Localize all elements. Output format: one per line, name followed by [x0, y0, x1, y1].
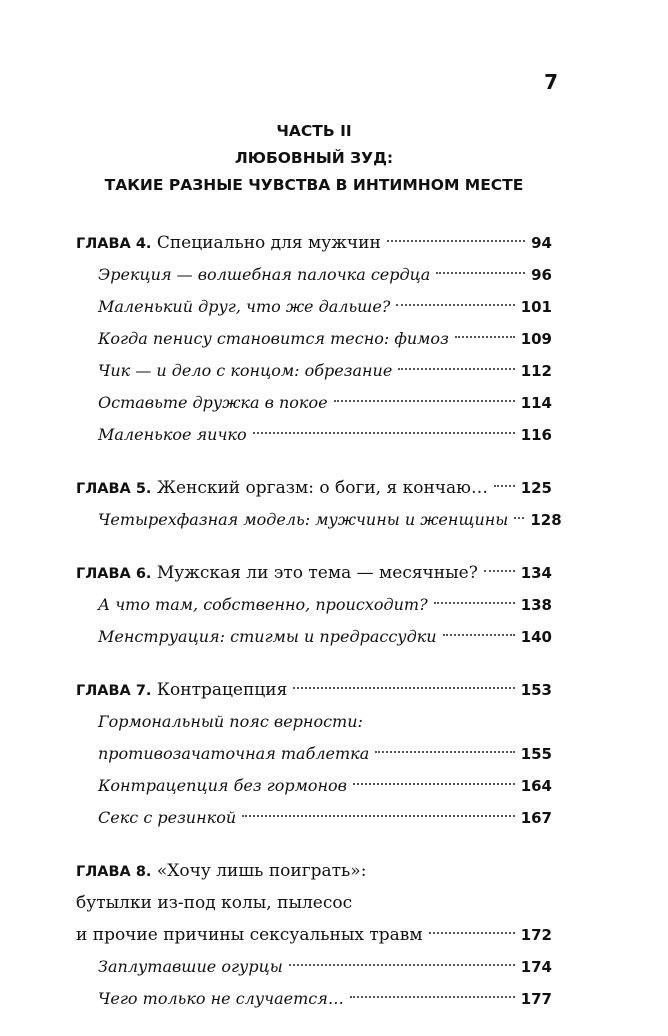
chapter-7-entry[interactable]	[76, 674, 552, 706]
chapter-page: 172	[520, 926, 552, 944]
chapter-label: ГЛАВА 8.	[76, 864, 152, 880]
section-title: Контрацепция без гормонов	[98, 776, 347, 795]
section-page: 174	[520, 958, 552, 976]
section-page: 101	[520, 298, 552, 316]
section-entry[interactable]	[76, 983, 552, 1015]
section-page: 128	[530, 511, 562, 529]
chapter-page: 134	[520, 564, 552, 582]
section-page: 177	[520, 990, 552, 1008]
dot-leader	[293, 687, 514, 689]
section-entry[interactable]	[76, 387, 552, 419]
chapter-4-entry[interactable]	[76, 227, 552, 259]
chapter-title-line-1: «Хочу лишь поиграть»:	[156, 861, 367, 881]
section-page: 138	[520, 596, 552, 614]
chapter-label: ГЛАВА 4.	[76, 236, 152, 252]
chapter-6	[76, 557, 552, 653]
dot-leader	[443, 634, 515, 636]
section-title: Когда пенису становится тесно: фимоз	[98, 329, 449, 348]
section-entry[interactable]	[76, 355, 552, 387]
chapter-label: ГЛАВА 5.	[76, 481, 152, 497]
chapter-8-entry[interactable]	[76, 919, 552, 951]
section-page: 167	[520, 809, 552, 827]
dot-leader	[350, 996, 515, 998]
section-title: Чего только не случается…	[98, 989, 344, 1008]
section-page: 116	[520, 426, 552, 444]
section-title: А что там, собственно, происходит?	[98, 595, 428, 614]
dot-leader	[387, 240, 525, 242]
section-entry[interactable]	[76, 504, 562, 536]
dot-leader	[514, 517, 524, 519]
chapter-8-title-line-1	[76, 855, 552, 887]
dot-leader	[494, 485, 515, 487]
dot-leader	[396, 304, 514, 306]
chapter-title: Специально для мужчин	[156, 233, 381, 253]
section-entry[interactable]	[76, 323, 552, 355]
chapter-6-entry[interactable]	[76, 557, 552, 589]
dot-leader	[455, 336, 515, 338]
section-page: 164	[520, 777, 552, 795]
dot-leader	[253, 432, 515, 434]
dot-leader	[289, 964, 515, 966]
chapter-page: 94	[531, 234, 552, 252]
section-entry[interactable]	[76, 291, 552, 323]
section-page: 114	[520, 394, 552, 412]
section-page: 155	[520, 745, 552, 763]
section-title: Менструация: стигмы и предрассудки	[98, 627, 437, 646]
chapter-5-entry[interactable]	[76, 472, 552, 504]
chapter-8	[76, 855, 552, 1015]
section-title: противозачаточная таблетка	[98, 744, 370, 763]
section-title: Четырехфазная модель: мужчины и женщины	[98, 510, 509, 529]
chapter-title: Контрацепция	[156, 680, 288, 700]
section-title: Маленький друг, что же дальше?	[98, 297, 391, 316]
dot-leader	[434, 602, 515, 604]
chapter-8-title-line-2: бутылки из-под колы, пылесос	[76, 893, 353, 913]
chapter-page: 125	[520, 479, 552, 497]
chapter-7	[76, 674, 552, 834]
part-label: ЧАСТЬ II	[276, 122, 352, 140]
chapter-title: и прочие причины сексуальных травм	[76, 925, 423, 945]
part-heading	[76, 118, 552, 199]
section-page: 96	[531, 266, 552, 284]
dot-leader	[484, 570, 515, 572]
section-page: 112	[520, 362, 552, 380]
dot-leader	[353, 783, 515, 785]
chapter-title: Мужская ли это тема — месячные?	[156, 563, 478, 583]
section-entry[interactable]	[76, 419, 552, 451]
chapter-5	[76, 472, 562, 536]
dot-leader	[429, 932, 515, 934]
chapter-4	[76, 227, 552, 451]
section-entry[interactable]	[76, 951, 552, 983]
table-of-contents	[76, 227, 562, 1036]
dot-leader	[375, 751, 514, 753]
section-entry[interactable]	[76, 738, 552, 770]
chapter-page: 153	[520, 681, 552, 699]
section-title: Заплутавшие огурцы	[98, 957, 283, 976]
section-page: 140	[520, 628, 552, 646]
chapter-label: ГЛАВА 7.	[76, 683, 152, 699]
dot-leader	[242, 815, 515, 817]
dot-leader	[334, 400, 515, 402]
section-title: Оставьте дружка в покое	[98, 393, 328, 412]
part-title-line-1: ЛЮБОВНЫЙ ЗУД:	[234, 149, 394, 167]
section-title: Маленькое яичко	[98, 425, 247, 444]
dot-leader	[398, 368, 514, 370]
page-number: 7	[544, 70, 558, 94]
chapter-title: Женский оргазм: о боги, я кончаю…	[156, 478, 488, 498]
section-title: Чик — и дело с концом: обрезание	[98, 361, 393, 380]
section-title: Секс с резинкой	[98, 808, 237, 827]
section-entry[interactable]	[76, 621, 552, 653]
dot-leader	[436, 272, 525, 274]
section-title-line-1: Гормональный пояс верности:	[98, 712, 363, 731]
section-entry[interactable]	[76, 770, 552, 802]
part-title-line-2: ТАКИЕ РАЗНЫЕ ЧУВСТВА В ИНТИМНОМ МЕСТЕ	[104, 176, 524, 194]
chapter-label: ГЛАВА 6.	[76, 566, 152, 582]
section-title: Эрекция — волшебная палочка сердца	[98, 265, 431, 284]
section-entry[interactable]	[76, 589, 552, 621]
section-entry[interactable]	[76, 259, 552, 291]
section-page: 109	[520, 330, 552, 348]
section-entry[interactable]	[76, 802, 552, 834]
